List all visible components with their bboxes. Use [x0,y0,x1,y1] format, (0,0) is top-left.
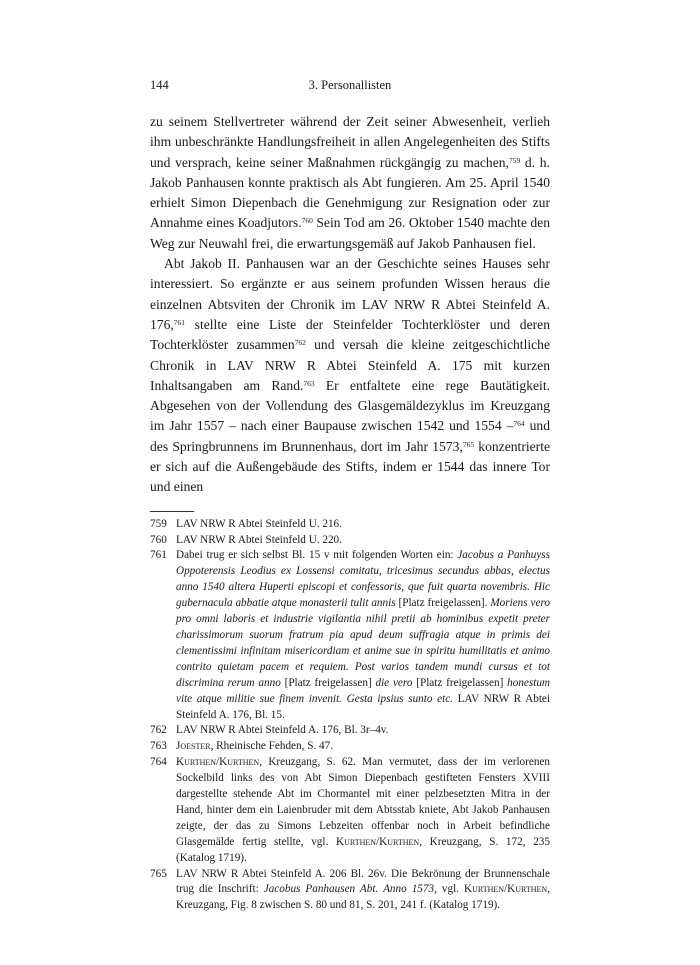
footnote-text [176,533,550,549]
footnote-text [176,739,550,755]
footnote-ref: 763 [303,378,315,388]
paragraph [150,112,550,254]
text-run: und versah die kleine zeitgeschichtliche Chronik in LAV NRW R Abtei Steinfeld A. 175 mit kurzen Inhaltsangaben am Rand. [150,337,550,393]
footnote [150,517,550,533]
italic-run: Jacobus a Panhuyss Oppoterensis Leodius ex Lossensi comitatu, tricesimus secundus abbas, electus anno 1540 altera Huperti episcopi et confessoris, que fuit quarta novembris. Hic gubernacula abbatie atque monasterii tulit annis [176,549,551,610]
text-run: , vgl. [434,883,464,896]
text-run: d. h. Jakob Panhausen konnte praktisch als Abt fungieren. Am 25. April 1540 erhielt Simon Diepenbach die Genehmigung zur Resignation oder zur Annahme eines Koadjutors. [150,154,550,231]
author-name: Kurthen/Kurthen [335,835,420,848]
italic-run: honestum vite atque militie sue finem invenit. Gesta ipsius sunto etc. [176,676,551,705]
text-run: , Rheinische Fehden, S. 47. [210,740,334,753]
book-page [150,78,550,914]
footnote-text [176,517,550,533]
footnote-ref: 764 [513,419,525,429]
italic-run: Moriens vero pro omni laboris et industrie vigilantia nihil pretii ab hominibus expetit preter charissimorum suorum fratrum pia apud deum suffragia atque in primis dei clementissimi infinitam misericordiam et anime sue in spiritu humilitatis et animo contrito quietam pacem et requiem. Post varios tandem mundi cursus et tot discrimina rerum anno [176,597,550,689]
text-run: und des Springbrunnens im Brunnenhaus, dort im Jahr 1573, [150,418,550,454]
footnote [150,723,550,739]
footnote-ref: 760 [301,216,313,226]
footnote-number: 759 [150,517,167,530]
running-head: 3. Personallisten [308,78,392,92]
footnote-number: 762 [150,724,167,737]
footnote-ref: 765 [462,439,475,449]
author-name: Kurthen/Kurthen [464,883,548,896]
footnote [150,739,550,755]
italic-run: die vero [375,676,413,689]
footnote [150,867,550,915]
footnote-text [176,867,550,915]
footnote-text [176,755,550,866]
footnote-text [176,548,550,723]
text-run: LAV NRW R Abtei Steinfeld U. 216. [176,517,342,530]
text-run: Abt Jakob II. Panhausen war an der Geschichte seines Hauses sehr interessiert. So ergänzte er aus seinem profunden Wissen heraus die einzelnen Abtsviten der Chronik im LAV NRW R Abtei Steinfeld A. 176, [150,256,550,332]
author-name: Joester [176,740,211,753]
footnote-text [176,723,550,739]
text-run: LAV NRW R Abtei Steinfeld A. 176, Bl. 15. [176,692,550,721]
footnote [150,548,550,723]
footnote-number: 765 [150,867,167,880]
text-run: LAV NRW R Abtei Steinfeld A. 206 Bl. 26v. Die Bekrönung der Brunnenschale trug die Inschrift: [176,867,550,896]
text-run: [Platz freigelassen] [280,676,376,689]
footnotes [150,517,550,915]
paragraph [150,254,550,498]
author-name: Kurthen/Kurthen [176,756,260,769]
text-run: LAV NRW R Abtei Steinfeld U. 220. [176,533,342,546]
text-run: [Platz freigelassen]. [395,597,491,610]
footnote-separator [150,511,194,512]
footnote [150,533,550,549]
text-run: LAV NRW R Abtei Steinfeld A. 176, Bl. 3r–4v. [176,724,389,737]
text-run: Er entfaltete eine rege Bautätigkeit. Abgesehen von der Vollendung des Glasgemäldezyklus im Kreuzgang im Jahr 1557 – nach einer Baupause zwischen 1542 und 1554 – [150,377,550,434]
text-run: [Platz freigelassen] [412,676,508,689]
footnote-ref: 762 [294,338,306,348]
footnote-number: 763 [150,740,167,753]
footnote-number: 760 [150,533,167,546]
text-run: zu seinem Stellvertreter während der Zeit seiner Abwesenheit, verlieh ihm unbeschränkte Handlungsfreiheit in allen Angelegenheiten des Stifts und versprach, keine seiner Maßnahmen rückgängig zu machen, [150,114,550,170]
footnote-number: 761 [150,549,167,562]
footnote-ref: 761 [173,317,186,327]
page-header [150,78,550,98]
text-run: konzentrierte er sich auf die Außengebäude des Stifts, indem er 1544 das innere Tor und einen [150,438,551,495]
text-run: , Kreuzgang, S. 172, 235 (Katalog 1719). [176,835,550,864]
page-number: 144 [150,78,169,92]
text-run: Sein Tod am 26. Oktober 1540 machte den Weg zur Neuwahl frei, die erwartungsgemäß auf Jakob Panhausen fiel. [150,215,550,251]
text-run: , Kreuzgang, S. 62. Man vermutet, dass der im verlorenen Sockelbild links des von Abt Simon Diepenbach gestifteten Fensters XVIII dargestellte stehende Abt im Chormantel mit einer pelzbesetzten Mitra in der Hand, hinter dem ein Laienbruder mit dem Abtsstab kniete, Abt Jakob Panhausen zeigte, der das zu Simons Lebzeiten offenbar noch in Arbeit befindliche Glasgemälde fertig stellte, vgl. [176,756,550,848]
text-run: stellte eine Liste der Steinfelder Tochterklöster und deren Tochterklöster zusammen [150,316,550,353]
text-run: , Kreuzgang, Fig. 8 zwischen S. 80 und 81, S. 201, 241 f. (Katalog 1719). [176,883,550,912]
italic-run: Jacobus Panhausen Abt. Anno 1573 [263,883,435,896]
footnote-number: 764 [150,756,167,769]
text-run: Dabei trug er sich selbst Bl. 15 v mit folgenden Worten ein: [176,549,458,562]
footnote-ref: 759 [508,155,521,165]
footnote [150,755,550,866]
body-text [150,112,550,498]
